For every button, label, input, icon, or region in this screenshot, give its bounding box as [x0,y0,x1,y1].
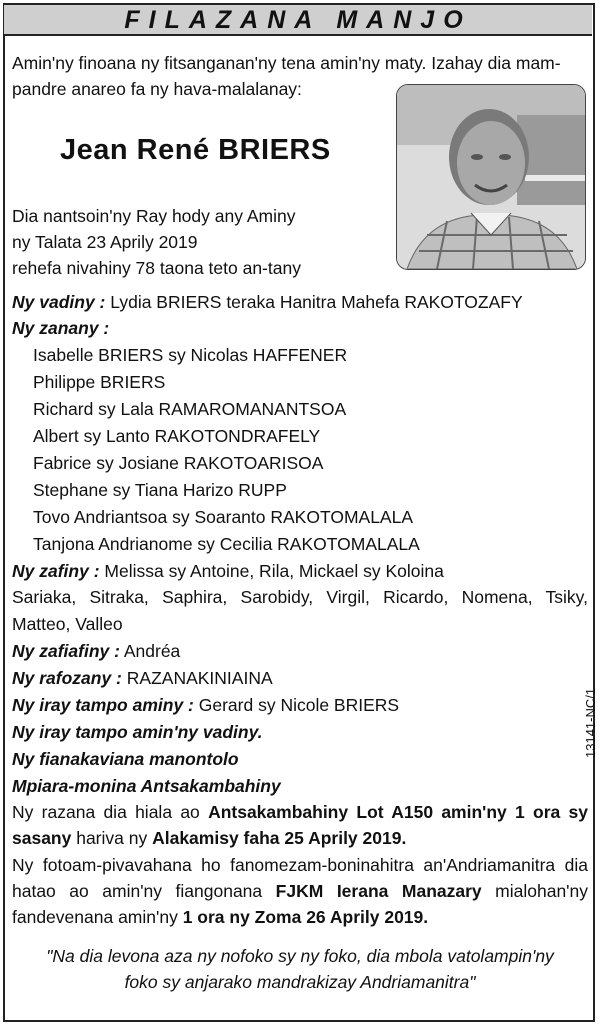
header-banner [4,5,592,36]
zafiny-line-3: Matteo, Valleo [12,614,123,634]
zafiny-label: Ny zafiny : [12,561,100,581]
death-info-line-2: ny Talata 23 Aprily 2019 [12,232,198,252]
reference-code [583,668,600,758]
mpiara-monina: Mpiara-monina Antsakambahiny [12,776,281,796]
zanany-item: Tanjona Andrianome sy Cecilia RAKOTOMALALA [33,534,420,554]
funeral-departure-text-a: Ny razana dia hiala ao [12,802,209,822]
reference-code-text: 13141-NC/1 [583,687,598,758]
zafiafiny-value: Andréa [123,641,181,661]
bible-quote [12,943,588,995]
rafozany-line [12,668,273,688]
funeral-service-church: FJKM Ierana Manazary [275,881,482,901]
funeral-service-date: 1 ora ny Zoma 26 Aprily 2019. [182,907,429,927]
zafiny-value: Melissa sy Antoine, Rila, Mickael sy Koloina [104,561,444,581]
zanany-item: Tovo Andriantsoa sy Soaranto RAKOTOMALALA [33,507,414,527]
intro-line-1: Amin'ny finoana ny fitsanganan'ny tena amin'ny maty. Izahay dia mam- [12,53,561,73]
funeral-departure-date: Alakamisy faha 25 Aprily 2019. [152,828,407,848]
vadiny-value: Lydia BRIERS teraka Hanitra Mahefa RAKOTOZAFY [110,292,523,312]
funeral-departure-text-c: hariva ny [71,828,153,848]
zanany-item: Philippe BRIERS [33,372,166,392]
fianakaviana: Ny fianakaviana manontolo [12,749,239,769]
intro-line-2: pandre anareo fa ny hava-malalanay: [12,79,302,99]
zanany-item: Richard sy Lala RAMAROMANANTSOA [33,399,347,419]
zafiafiny-line [12,641,180,661]
zafiafiny-label: Ny zafiafiny : [12,641,120,661]
quote-line-1: "Na dia levona aza ny nofoko sy ny foko, dia mbola vatolampin'ny [46,946,554,966]
quote-line-2: foko sy anjarako mandrakizay Andriamanitra" [124,972,476,992]
zanany-label: Ny zanany : [12,318,110,338]
deceased-name: Jean René BRIERS [60,134,331,166]
iray-tampo-vadiny: Ny iray tampo amin'ny vadiny. [12,722,263,742]
iray-tampo-line [12,695,399,715]
zafiny-line [12,561,444,581]
header-title: FILAZANA MANJO [124,6,472,34]
zanany-item: Fabrice sy Josiane RAKOTOARISOA [33,453,324,473]
funeral-departure [12,799,588,851]
iray-tampo-label: Ny iray tampo aminy : [12,695,194,715]
vadiny-line [12,292,523,312]
rafozany-value: RAZANAKINIAINA [126,668,273,688]
death-info-line-1: Dia nantsoin'ny Ray hody any Aminy [12,206,296,226]
portrait-photo-icon [397,85,585,269]
funeral-service-text-a: Ny fotoam-pivavahana ho fanomezam-boninahitra an'Andriamanitra dia hatao ao amin'ny fiangonana [12,855,588,901]
vadiny-label: Ny vadiny : [12,292,106,312]
zanany-item: Isabelle BRIERS sy Nicolas HAFFENER [33,345,348,365]
funeral-service [12,852,588,930]
funeral-departure-place: Antsakambahiny Lot A150 amin'ny 1 ora sy sasany [12,802,589,848]
zanany-item: Albert sy Lanto RAKOTONDRAFELY [33,426,321,446]
rafozany-label: Ny rafozany : [12,668,122,688]
death-info-line-3: rehefa nivahiny 78 taona teto an-tany [12,258,301,278]
zafiny-line-2: Sariaka, Sitraka, Saphira, Sarobidy, Virgil, Ricardo, Nomena, Tsiky, [12,587,588,607]
funeral-service-text-c: mialohan'ny fandevenana amin'ny [12,881,589,927]
iray-tampo-value: Gerard sy Nicole BRIERS [198,695,400,715]
portrait-photo [396,84,586,270]
zanany-item: Stephane sy Tiana Harizo RUPP [33,480,287,500]
